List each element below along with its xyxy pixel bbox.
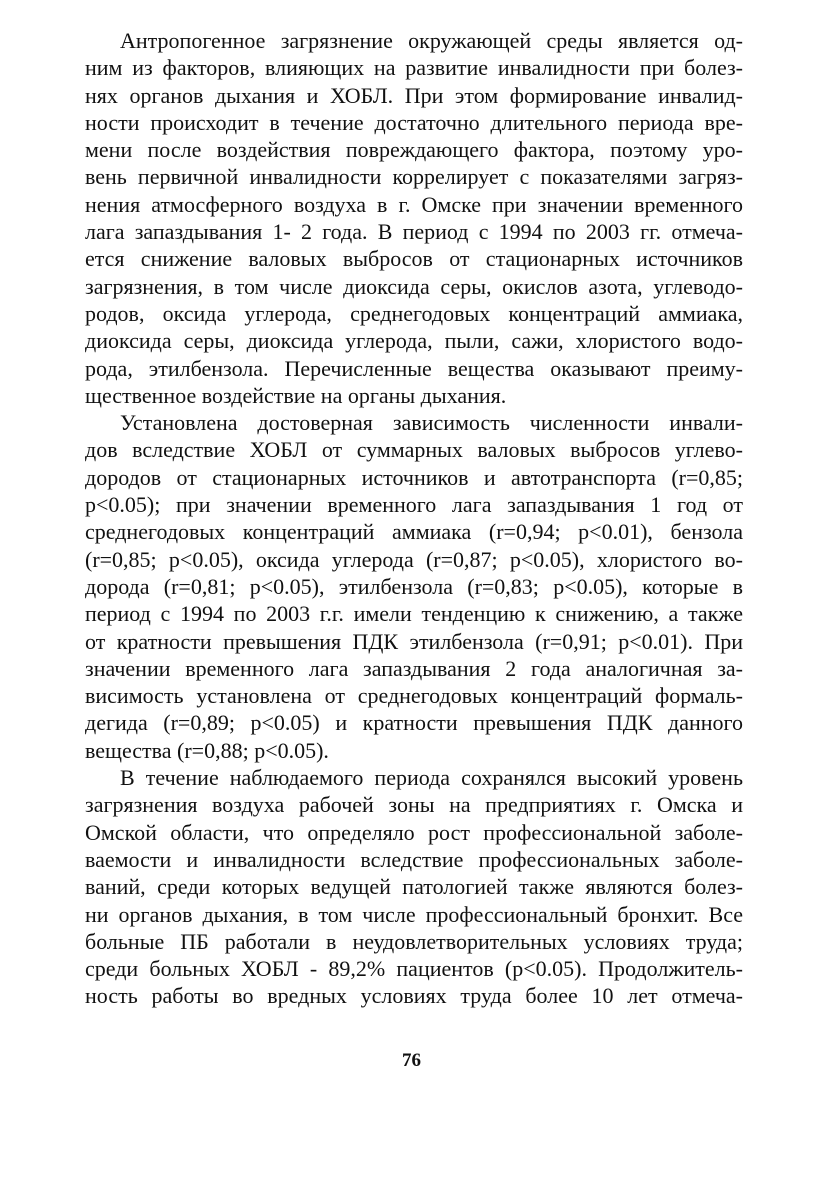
text-line: щественное воздействие на органы дыхания. (85, 382, 507, 408)
text-line: висимость установлена от среднегодовых концентраций формаль- (85, 683, 743, 709)
text-line: ни органов дыхания, в том числе профессиональный бронхит. Все (85, 901, 743, 927)
text-line: Установлена достоверная зависимость численности инвали- (120, 410, 743, 436)
text-line: дов вследствие ХОБЛ от суммарных валовых выбросов углево- (85, 437, 743, 463)
text-line: дородов от стационарных источников и автотранспорта (r=0,85; (85, 464, 743, 490)
text-line: ним из факторов, влияющих на развитие инвалидности при болез- (85, 55, 743, 81)
text-line: ваний, среди которых ведущей патологией также являются болез- (85, 874, 743, 900)
text-line: (r=0,85; p<0.05), оксида углерода (r=0,87; p<0.05), хлористого во- (85, 546, 743, 572)
text-line: ется снижение валовых выбросов от стационарных источников (85, 246, 743, 272)
text-line: нях органов дыхания и ХОБЛ. При этом формирование инвалид- (85, 82, 743, 108)
text-line: от кратности превышения ПДК этилбензола (r=0,91; p<0.01). При (85, 628, 743, 654)
text-line: Омской области, что определяло рост профессиональной заболе- (85, 819, 743, 845)
text-line: период с 1994 по 2003 г.г. имели тенденцию к снижению, а также (85, 601, 743, 627)
text-line: вень первичной инвалидности коррелирует с показателями загряз- (85, 164, 743, 190)
text-line: среди больных ХОБЛ - 89,2% пациентов (p<0.05). Продолжитель- (85, 956, 743, 982)
text-line: загрязнения, в том числе диоксида серы, окислов азота, углеводо- (85, 273, 743, 299)
text-line: лага запаздывания 1- 2 года. В период с 1994 по 2003 гг. отмеча- (85, 219, 743, 245)
text-line: больные ПБ работали в неудовлетворительных условиях труда; (85, 928, 743, 954)
paragraph-1 (85, 27, 743, 409)
text-line: ности происходит в течение достаточно длительного периода вре- (85, 109, 743, 135)
text-line: Антропогенное загрязнение окружающей среды является од- (120, 28, 743, 53)
text-line: p<0.05); при значении временного лага запаздывания 1 год от (85, 492, 743, 518)
text-line: среднегодовых концентраций аммиака (r=0,94; p<0.01), бензола (85, 519, 743, 545)
paragraph-2 (85, 409, 743, 764)
text-line: дегида (r=0,89; p<0.05) и кратности превышения ПДК данного (85, 710, 743, 736)
text-line: дорода (r=0,81; p<0.05), этилбензола (r=0,83; p<0.05), которые в (85, 573, 743, 599)
text-line: родов, оксида углерода, среднегодовых концентраций аммиака, (85, 300, 743, 326)
text-line: В течение наблюдаемого периода сохранялся высокий уровень (120, 765, 743, 791)
body-text (85, 27, 743, 1010)
text-line: ность работы во вредных условиях труда более 10 лет отмеча- (85, 983, 743, 1009)
text-line: мени после воздействия повреждающего фактора, поэтому уро- (85, 137, 743, 163)
text-line: нения атмосферного воздуха в г. Омске при значении временного (85, 191, 743, 217)
text-line: диоксида серы, диоксида углерода, пыли, сажи, хлористого водо- (85, 328, 743, 354)
paragraph-3 (85, 764, 743, 1010)
page-number: 76 (402, 1050, 421, 1071)
text-line: ваемости и инвалидности вследствие профессиональных заболе- (85, 846, 743, 872)
text-line: рода, этилбензола. Перечисленные вещества оказывают преиму- (85, 355, 743, 381)
text-line: вещества (r=0,88; p<0.05). (85, 737, 329, 763)
text-line: значении временного лага запаздывания 2 года аналогичная за- (85, 655, 743, 681)
text-line: загрязнения воздуха рабочей зоны на предприятиях г. Омска и (85, 792, 743, 818)
